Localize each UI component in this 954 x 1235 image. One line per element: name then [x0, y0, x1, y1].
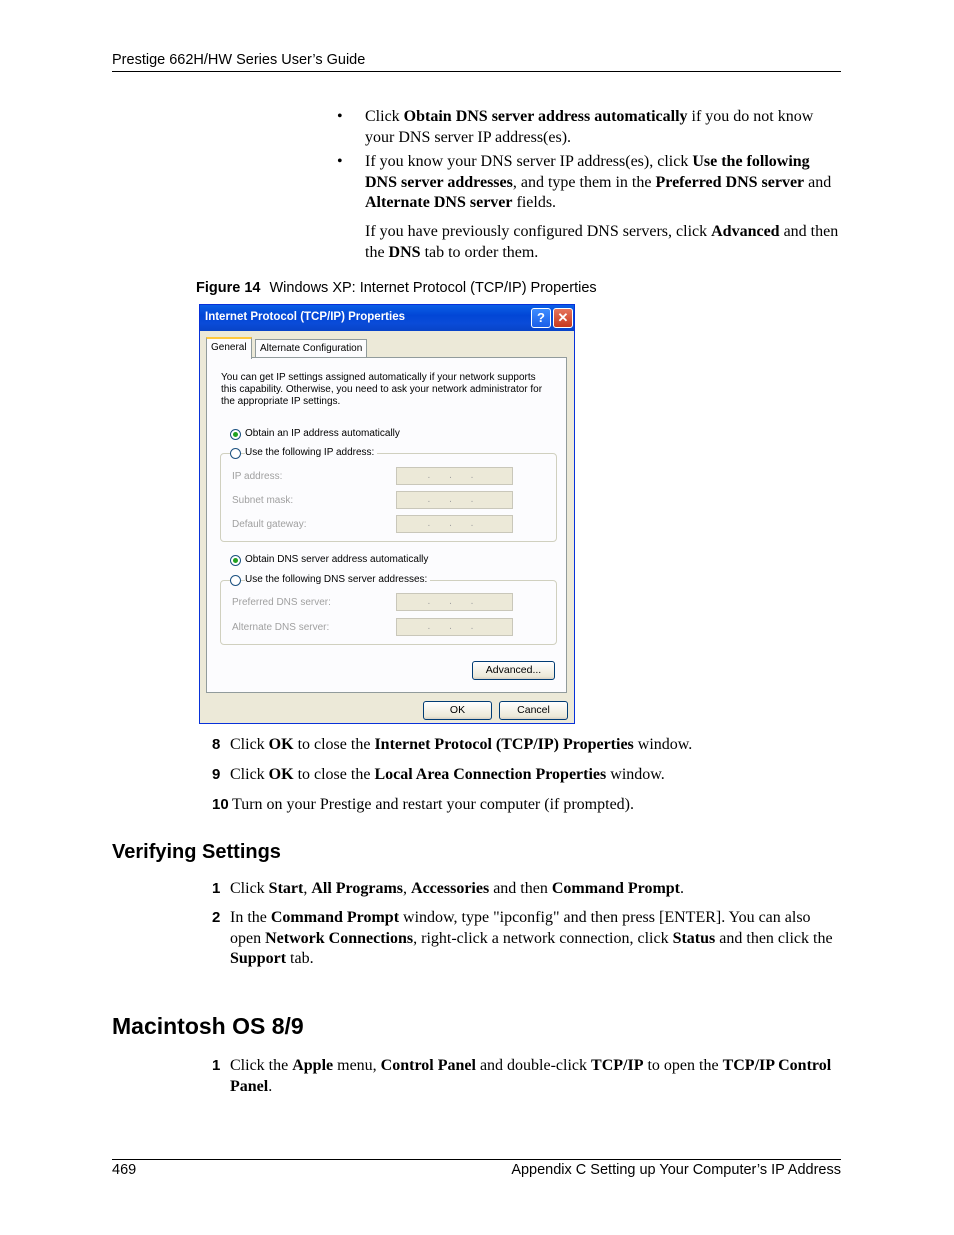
close-button[interactable]	[553, 308, 573, 328]
text-run: menu,	[333, 1057, 381, 1074]
text-run: to close the	[293, 766, 375, 783]
tcpip-properties-dialog	[199, 304, 575, 724]
help-icon: ?	[537, 310, 545, 325]
preferred-dns-field[interactable]: . . .	[396, 593, 513, 611]
verifying-heading: Verifying Settings	[112, 841, 281, 863]
advanced-button[interactable]: Advanced...	[472, 661, 555, 680]
dialog-title: Internet Protocol (TCP/IP) Properties	[205, 311, 405, 323]
bold-term: OK	[268, 766, 294, 783]
ip-address-label: IP address:	[232, 471, 283, 482]
bold-term: Network Connections	[265, 929, 414, 947]
bold-term: Obtain DNS server address automatically	[403, 108, 688, 125]
bold-term: Command Prompt	[270, 909, 400, 926]
step-number: 10	[212, 796, 229, 813]
text-run: tab.	[286, 950, 314, 967]
text-run: Click	[230, 880, 269, 897]
footer-rule	[112, 1159, 841, 1160]
footer-section: Appendix C Setting up Your Computer’s IP Address	[511, 1162, 841, 1178]
bold-term: Control Panel	[380, 1057, 476, 1074]
bold-term: Apple	[292, 1057, 334, 1074]
bold-term: TCP/IP Control Panel	[230, 1057, 832, 1095]
cancel-button[interactable]: Cancel	[499, 701, 568, 720]
bullet-dot: •	[337, 153, 343, 170]
help-button[interactable]	[531, 308, 551, 328]
general-tab-panel	[206, 357, 567, 693]
step-text	[230, 1056, 842, 1097]
radio-dns-auto[interactable]	[230, 555, 241, 566]
step-text	[232, 795, 844, 816]
alternate-dns-field[interactable]: . . .	[396, 618, 513, 636]
text-run: to open the	[643, 1057, 723, 1074]
bold-term: Command Prompt	[551, 880, 681, 897]
dialog-title-bar[interactable]	[200, 305, 574, 331]
text-run: fields.	[512, 194, 557, 211]
step-text	[230, 879, 842, 900]
text-run: .	[680, 880, 685, 897]
bold-term: Advanced	[711, 223, 780, 240]
step-number: 9	[212, 766, 221, 783]
text-run: Click	[365, 108, 404, 125]
text-run: Click	[230, 736, 269, 753]
text-run: If you know your DNS server IP address(es), click	[365, 153, 693, 170]
text-run: if you do not know your DNS server IP address(es).	[365, 108, 814, 146]
intro-text: You can get IP settings assigned automatically if your network supports this capability. Otherwise, you need to ask your network administrator for the appropriate IP settings.	[221, 372, 543, 407]
page-number: 469	[112, 1162, 137, 1178]
default-gateway-field[interactable]: . . .	[396, 515, 513, 533]
preferred-dns-label: Preferred DNS server:	[232, 597, 331, 608]
bullet-text	[365, 107, 839, 148]
subnet-mask-label: Subnet mask:	[232, 495, 294, 506]
radio-ip-manual[interactable]	[230, 448, 241, 459]
step-number: 1	[212, 880, 221, 897]
text-run: .	[268, 1077, 273, 1095]
text-run: to close the	[293, 736, 375, 753]
bold-term: DNS	[388, 243, 421, 261]
tab-general[interactable]: General	[206, 337, 252, 359]
alternate-dns-label: Alternate DNS server:	[232, 622, 330, 633]
radio-dns-auto-label: Obtain DNS server address automatically	[245, 554, 429, 565]
text-run: and then click the	[715, 929, 833, 947]
bold-term: Local Area Connection Properties	[374, 766, 607, 783]
macintosh-heading: Macintosh OS 8/9	[112, 1013, 304, 1039]
step-number: 2	[212, 909, 221, 926]
text-run: window.	[606, 766, 665, 783]
text-run: window.	[633, 736, 693, 753]
running-header: Prestige 662H/HW Series User’s Guide	[112, 52, 366, 68]
text-run: , right-click a network connection, click	[413, 929, 673, 947]
text-run: ,	[303, 880, 312, 897]
bold-term: Start	[268, 880, 304, 897]
bold-term: Internet Protocol (TCP/IP) Properties	[374, 736, 634, 753]
bold-term: TCP/IP	[591, 1057, 644, 1074]
ip-address-field[interactable]: . . .	[396, 467, 513, 485]
radio-dns-manual[interactable]	[230, 575, 241, 586]
bold-term: Status	[672, 929, 716, 947]
text-run: and double-click	[475, 1057, 592, 1074]
step-text	[230, 908, 842, 970]
text-run: window, type "ipconfig" and then press [ENTER]. You can also open	[230, 909, 811, 947]
text-run: If you have previously configured DNS servers, click	[365, 223, 712, 240]
advanced-note	[365, 222, 841, 263]
bold-term: All Programs	[311, 880, 404, 897]
bold-term: Alternate DNS server	[365, 194, 513, 211]
text-run: and	[804, 173, 832, 191]
radio-ip-auto[interactable]	[230, 429, 241, 440]
text-run: and then the	[365, 223, 839, 261]
figure-title: Windows XP: Internet Protocol (TCP/IP) Properties	[269, 280, 597, 296]
text-run: tab to order them.	[420, 243, 539, 261]
subnet-mask-field[interactable]: . . .	[396, 491, 513, 509]
radio-ip-manual-label: Use the following IP address:	[245, 447, 377, 458]
bullet-dot: •	[337, 108, 343, 125]
text-run: Click	[230, 766, 269, 783]
header-rule	[112, 71, 841, 72]
text-run: , and type them in the	[512, 173, 656, 191]
radio-dns-manual-label: Use the following DNS server addresses:	[245, 574, 430, 585]
bold-term: Accessories	[411, 880, 490, 897]
default-gateway-label: Default gateway:	[232, 519, 307, 530]
bold-term: Support	[230, 950, 287, 967]
bold-term: OK	[268, 736, 294, 753]
radio-ip-auto-label: Obtain an IP address automatically	[245, 428, 400, 439]
close-icon: ✕	[557, 310, 569, 325]
bold-term: Preferred DNS server	[655, 173, 805, 191]
text-run: ,	[403, 880, 412, 897]
figure-label: Figure 14	[196, 280, 261, 296]
text-run: Click the	[230, 1057, 293, 1074]
text-run: In the	[230, 909, 271, 926]
step-number: 8	[212, 736, 221, 753]
ok-button[interactable]: OK	[423, 701, 492, 720]
tab-alternate-configuration[interactable]: Alternate Configuration	[255, 339, 367, 358]
text-run: and then	[489, 880, 552, 897]
figure-caption	[196, 280, 597, 296]
step-text	[230, 735, 842, 756]
bullet-text	[365, 152, 839, 214]
step-text	[230, 765, 842, 786]
step-number: 1	[212, 1057, 221, 1074]
text-run: Turn on your Prestige and restart your computer (if prompted).	[232, 796, 634, 813]
bold-term: Use the following DNS server addresses	[365, 153, 810, 191]
